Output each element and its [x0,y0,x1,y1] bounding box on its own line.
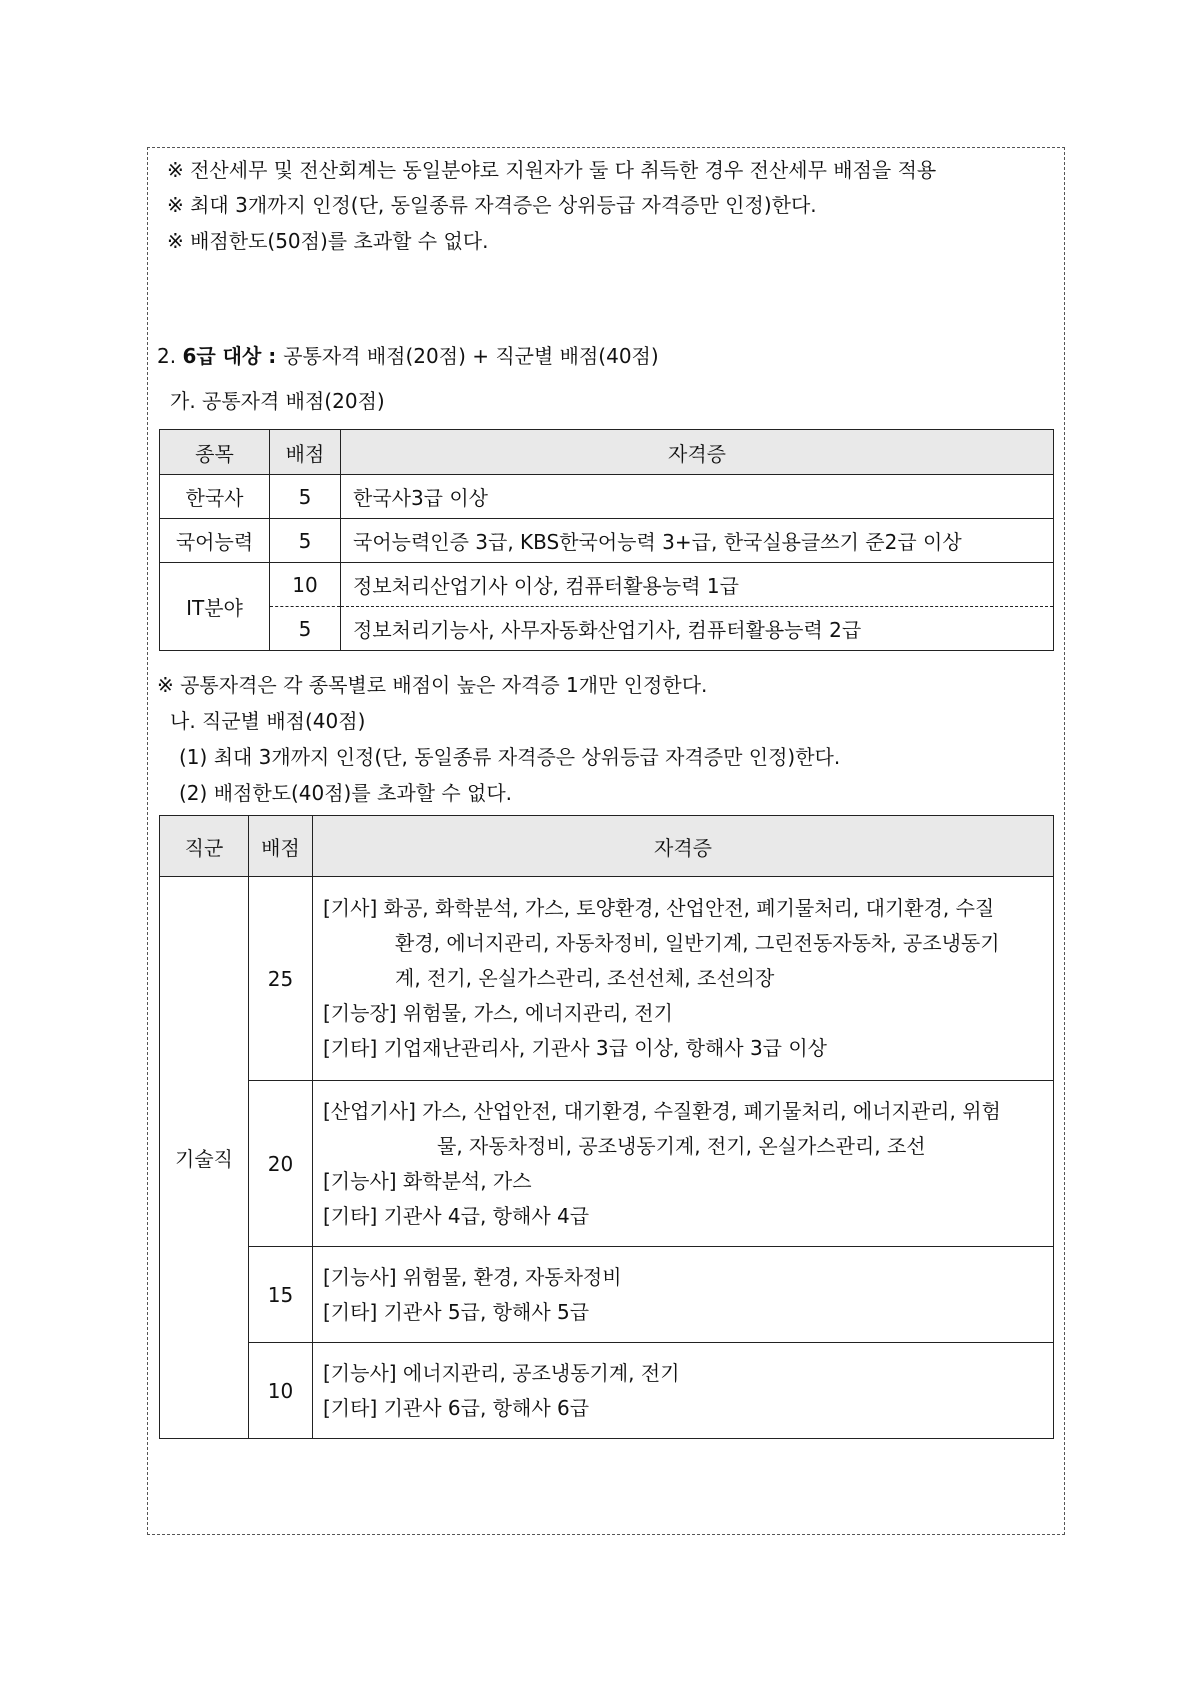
header-score: 배점 [249,816,313,877]
cert-line: 계, 전기, 온실가스관리, 조선선체, 조선의장 [395,966,775,990]
table-row [160,877,1054,1081]
section-2-rest: 공통자격 배점(20점) + 직군별 배점(40점) [283,344,659,368]
cert-line: 물, 자동차정비, 공조냉동기계, 전기, 온실가스관리, 조선 [437,1133,926,1158]
header-score: 배점 [270,430,341,475]
section-2-bold: 6급 대상 : [182,344,284,368]
group-name: 기술직 [160,877,249,1439]
cert-line: [산업기사] 가스, 산업안전, 대기환경, 수질환경, 폐기물처리, 에너지관리, 위험 [323,1098,1001,1123]
cert-line: [기능사] 화학분석, 가스 [323,1168,532,1193]
row-cert [313,1343,1054,1439]
subheading-ga: 가. 공통자격 배점(20점) [170,389,385,413]
table-row [160,563,1054,607]
header-cert: 자격증 [313,816,1054,877]
table-row [160,1081,1054,1247]
table-row [160,1247,1054,1343]
table-row [160,519,1054,563]
na-item-1: (1) 최대 3개까지 인정(단, 동일종류 자격증은 상위등급 자격증만 인정)한다. [179,745,841,769]
table-row [160,1343,1054,1439]
cert-line: [기타] 기관사 4급, 항해사 4급 [323,1203,590,1228]
row-cert: 국어능력인증 3급, KBS한국어능력 3+급, 한국실용글쓰기 준2급 이상 [341,519,1054,563]
row-score: 5 [270,519,341,563]
header-category: 종목 [160,430,270,475]
cert-line: [기능사] 위험물, 환경, 자동차정비 [323,1264,622,1289]
row-category: 국어능력 [160,519,270,563]
note-top-3: ※ 배점한도(50점)를 초과할 수 없다. [167,229,489,253]
row-score: 15 [249,1247,313,1343]
cert-line: [기타] 기업재난관리사, 기관사 3급 이상, 항해사 3급 이상 [323,1036,827,1060]
row-score: 10 [270,563,341,607]
cert-line: 환경, 에너지관리, 자동차정비, 일반기계, 그린전동자동차, 공조냉동기 [395,931,1000,955]
note-common: ※ 공통자격은 각 종목별로 배점이 높은 자격증 1개만 인정한다. [157,673,708,697]
table-row [160,607,1054,651]
table-header-row [160,816,1054,877]
row-cert [313,1081,1054,1247]
header-group: 직군 [160,816,249,877]
note-top-1: ※ 전산세무 및 전산회계는 동일분야로 지원자가 둘 다 취득한 경우 전산세무 배점을 적용 [167,158,937,182]
table-row [160,475,1054,519]
row-score: 25 [249,877,313,1081]
cert-line: [기사] 화공, 화학분석, 가스, 토양환경, 산업안전, 폐기물처리, 대기환경, 수질 [323,896,995,920]
job-group-table [159,815,1054,1439]
row-cert: 정보처리기능사, 사무자동화산업기사, 컴퓨터활용능력 2급 [341,607,1054,651]
row-cert [313,1247,1054,1343]
table-header-row [160,430,1054,475]
subheading-na: 나. 직군별 배점(40점) [170,709,366,733]
row-cert [313,877,1054,1081]
section-2-prefix: 2. [157,344,183,368]
common-qualification-table [159,429,1054,651]
cert-line: [기능장] 위험물, 가스, 에너지관리, 전기 [323,1001,673,1025]
row-score: 5 [270,607,341,651]
note-top-2: ※ 최대 3개까지 인정(단, 동일종류 자격증은 상위등급 자격증만 인정)한다. [167,193,817,217]
row-score: 5 [270,475,341,519]
row-score: 10 [249,1343,313,1439]
cert-line: [기타] 기관사 6급, 항해사 6급 [323,1395,590,1420]
row-category: 한국사 [160,475,270,519]
cert-line: [기타] 기관사 5급, 항해사 5급 [323,1299,590,1324]
header-cert: 자격증 [341,430,1054,475]
row-cert: 정보처리산업기사 이상, 컴퓨터활용능력 1급 [341,563,1054,607]
row-score: 20 [249,1081,313,1247]
section-2-heading [157,343,659,369]
row-cert: 한국사3급 이상 [341,475,1054,519]
na-item-2: (2) 배점한도(40점)를 초과할 수 없다. [179,781,513,805]
row-category: IT분야 [160,563,270,651]
cert-line: [기능사] 에너지관리, 공조냉동기계, 전기 [323,1360,680,1385]
